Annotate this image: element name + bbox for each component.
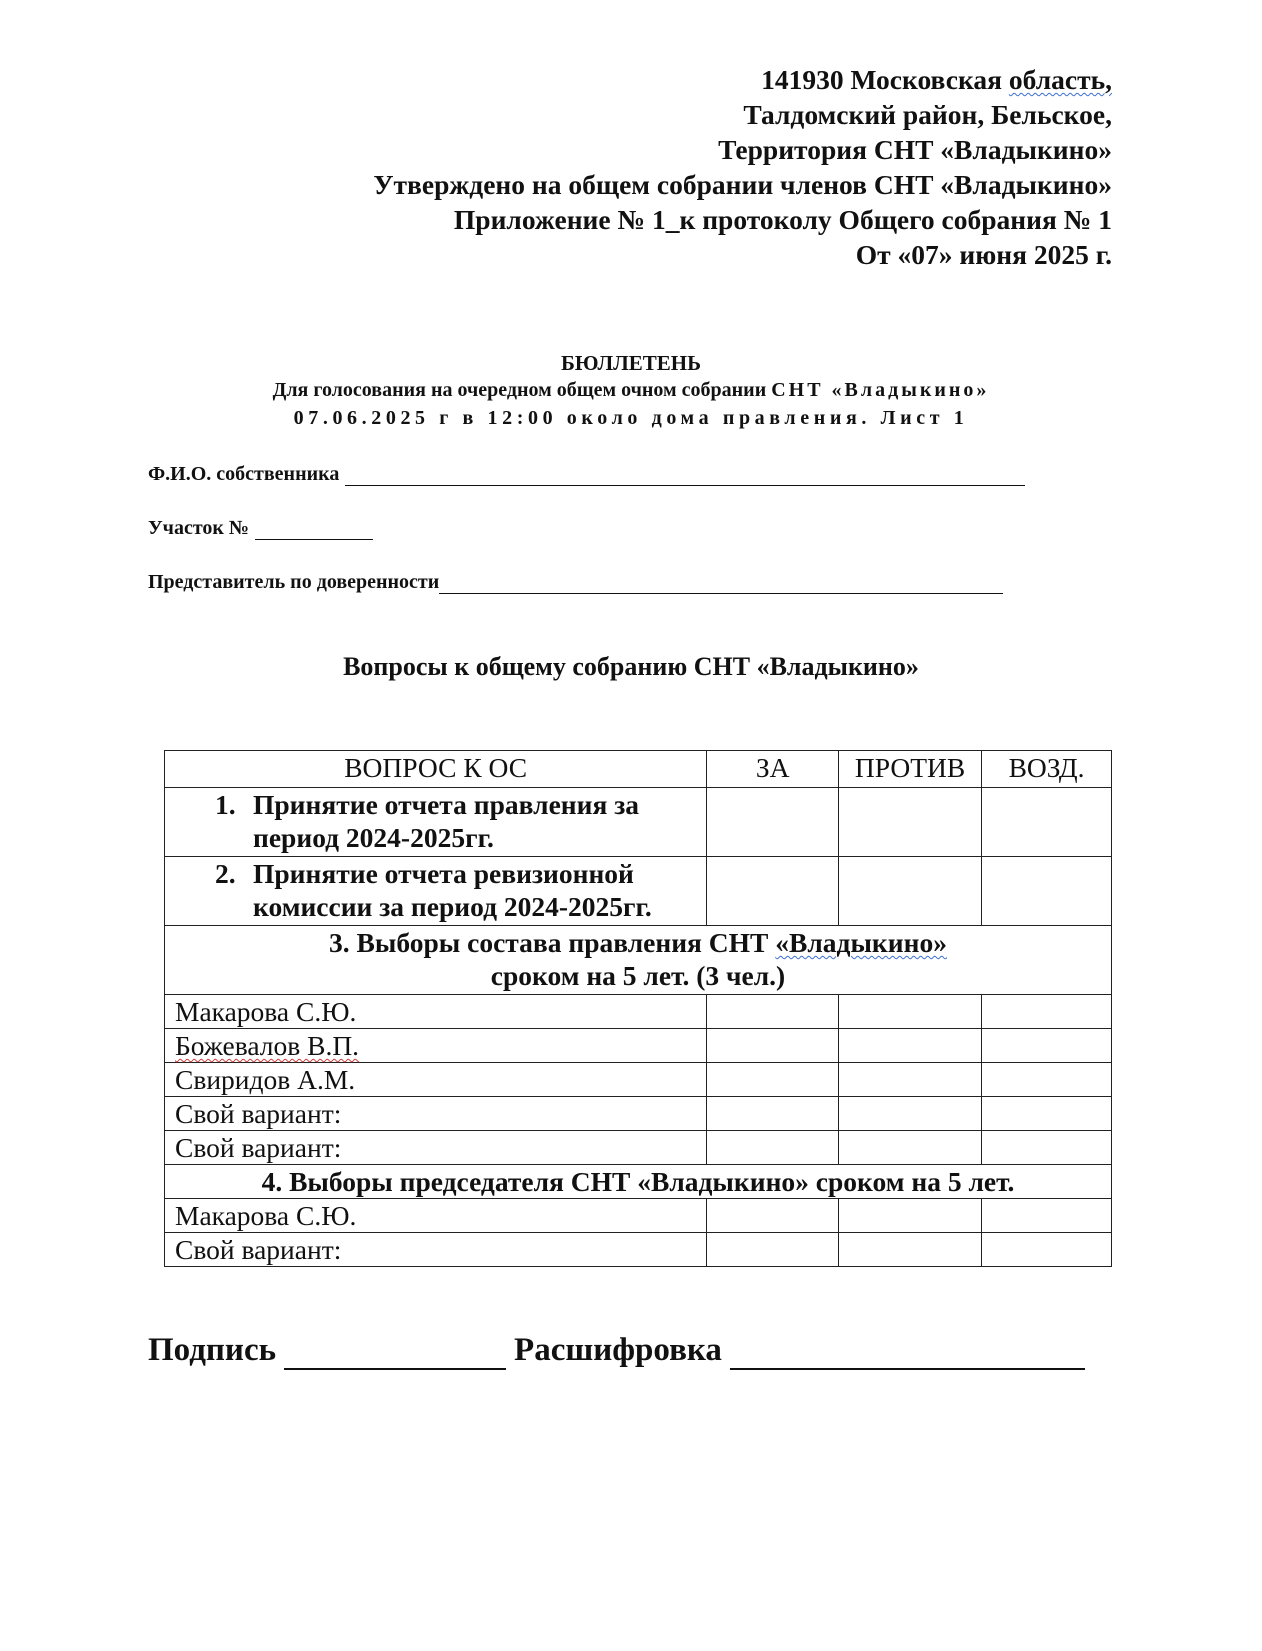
voting-table bbox=[164, 750, 1112, 1267]
vote-against-cell[interactable] bbox=[839, 857, 982, 926]
vote-against-cell[interactable] bbox=[839, 1063, 982, 1097]
candidate-name: Макарова С.Ю. bbox=[165, 1199, 707, 1233]
vote-abstain-cell[interactable] bbox=[982, 1097, 1112, 1131]
table-row bbox=[165, 1097, 1112, 1131]
vote-abstain-cell[interactable] bbox=[982, 1063, 1112, 1097]
header-approval-line: Утверждено на общем собрании членов СНТ «Владыкино» bbox=[373, 169, 1112, 200]
own-option-label: Свой вариант: bbox=[165, 1097, 707, 1131]
vote-against-cell[interactable] bbox=[839, 995, 982, 1029]
table-row bbox=[165, 1233, 1112, 1267]
header-address-line-2: Талдомский район, Бельское, bbox=[743, 99, 1112, 130]
vote-abstain-cell[interactable] bbox=[982, 1199, 1112, 1233]
header-for: ЗА bbox=[707, 751, 839, 788]
vote-for-cell[interactable] bbox=[707, 788, 839, 857]
header-abstain: ВОЗД. bbox=[982, 751, 1112, 788]
signature-line bbox=[148, 1330, 1093, 1370]
vote-against-cell[interactable] bbox=[839, 788, 982, 857]
vote-for-cell[interactable] bbox=[707, 1131, 839, 1165]
header-address-line-1: 141930 Московская область, bbox=[761, 64, 1112, 95]
bulletin-date-place: 07.06.2025 г в 12:00 около дома правления. Лист 1 bbox=[293, 407, 969, 429]
candidate-name: Свиридов А.М. bbox=[165, 1063, 707, 1097]
bulletin-subtitle: Для голосования на очередном общем очном собрании СНТ «Владыкино» bbox=[272, 379, 990, 401]
own-option-label: Свой вариант: bbox=[165, 1131, 707, 1165]
question-2: 2. Принятие отчета ревизионной комиссии за период 2024-2025гг. bbox=[165, 857, 707, 926]
header-address-line-3: Территория СНТ «Владыкино» bbox=[718, 134, 1112, 165]
candidate-name: Божевалов В.П. bbox=[165, 1029, 707, 1063]
table-row bbox=[165, 1029, 1112, 1063]
owner-name-field bbox=[148, 458, 1025, 486]
section-row-board bbox=[165, 926, 1112, 995]
header-appendix-line: Приложение № 1_к протоколу Общего собрания № 1 bbox=[453, 204, 1112, 235]
spellcheck-underline: область, bbox=[1008, 64, 1112, 95]
header-against: ПРОТИВ bbox=[839, 751, 982, 788]
vote-abstain-cell[interactable] bbox=[982, 995, 1112, 1029]
vote-abstain-cell[interactable] bbox=[982, 857, 1112, 926]
header-question: ВОПРОС К ОС bbox=[165, 751, 707, 788]
vote-for-cell[interactable] bbox=[707, 995, 839, 1029]
vote-abstain-cell[interactable] bbox=[982, 1131, 1112, 1165]
vote-for-cell[interactable] bbox=[707, 1097, 839, 1131]
proxy-label: Представитель по доверенности bbox=[148, 571, 440, 593]
section-row-chair bbox=[165, 1165, 1112, 1199]
decode-blank[interactable] bbox=[730, 1338, 1085, 1370]
table-row bbox=[165, 995, 1112, 1029]
plot-number-label: Участок № bbox=[148, 517, 250, 539]
plot-number-blank[interactable] bbox=[255, 519, 373, 540]
decode-label: Расшифровка bbox=[514, 1332, 722, 1368]
vote-for-cell[interactable] bbox=[707, 1063, 839, 1097]
vote-against-cell[interactable] bbox=[839, 1029, 982, 1063]
vote-abstain-cell[interactable] bbox=[982, 1233, 1112, 1267]
signature-label: Подпись bbox=[148, 1332, 277, 1368]
question-3: 3. Выборы состава правления СНТ «Владыкино» сроком на 5 лет. (3 чел.) bbox=[165, 926, 1112, 995]
table-row bbox=[165, 1063, 1112, 1097]
table-header-row bbox=[165, 751, 1112, 788]
vote-against-cell[interactable] bbox=[839, 1097, 982, 1131]
questions-heading: Вопросы к общему собранию СНТ «Владыкино» bbox=[343, 652, 919, 681]
table-row bbox=[165, 788, 1112, 857]
question-4: 4. Выборы председателя СНТ «Владыкино» сроком на 5 лет. bbox=[165, 1165, 1112, 1199]
vote-for-cell[interactable] bbox=[707, 857, 839, 926]
candidate-name: Макарова С.Ю. bbox=[165, 995, 707, 1029]
vote-for-cell[interactable] bbox=[707, 1233, 839, 1267]
table-row bbox=[165, 857, 1112, 926]
vote-for-cell[interactable] bbox=[707, 1199, 839, 1233]
question-1: 1. Принятие отчета правления за период 2024-2025гг. bbox=[165, 788, 707, 857]
vote-against-cell[interactable] bbox=[839, 1199, 982, 1233]
vote-abstain-cell[interactable] bbox=[982, 788, 1112, 857]
bulletin-title: БЮЛЛЕТЕНЬ bbox=[560, 351, 702, 375]
table-row bbox=[165, 1131, 1112, 1165]
own-option-label: Свой вариант: bbox=[165, 1233, 707, 1267]
vote-against-cell[interactable] bbox=[839, 1233, 982, 1267]
header-date-line: От «07» июня 2025 г. bbox=[855, 239, 1112, 270]
vote-abstain-cell[interactable] bbox=[982, 1029, 1112, 1063]
owner-name-label: Ф.И.О. собственника bbox=[148, 463, 340, 485]
proxy-blank[interactable] bbox=[439, 573, 1003, 594]
plot-number-field bbox=[148, 512, 373, 540]
table-row bbox=[165, 1199, 1112, 1233]
vote-against-cell[interactable] bbox=[839, 1131, 982, 1165]
vote-for-cell[interactable] bbox=[707, 1029, 839, 1063]
document-header bbox=[280, 62, 1112, 272]
signature-blank[interactable] bbox=[284, 1338, 506, 1370]
owner-name-blank[interactable] bbox=[345, 465, 1025, 486]
proxy-field bbox=[148, 566, 1003, 594]
